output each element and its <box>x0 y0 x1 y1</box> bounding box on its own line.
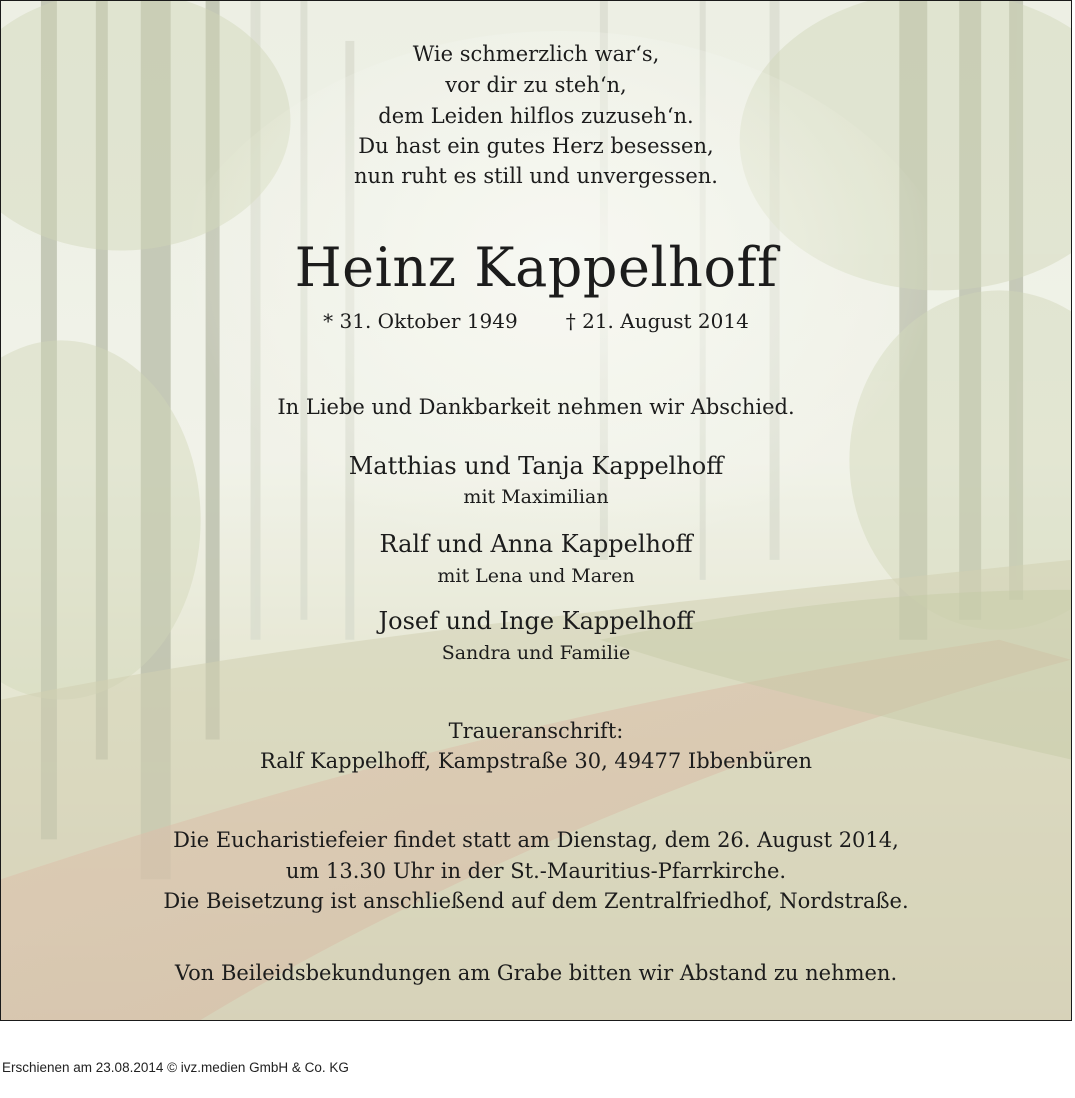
condolence-note: Von Beileidsbekundungen am Grabe bitten wir Abstand zu nehmen. <box>174 961 898 985</box>
mourner-names: Ralf und Anna Kappelhoff <box>379 530 693 558</box>
deceased-name: Heinz Kappelhoff <box>294 236 778 299</box>
poem-line: Wie schmerzlich war‘s, <box>412 42 660 66</box>
service-line: um 13.30 Uhr in der St.-Mauritius-Pfarrkirche. <box>285 859 787 883</box>
poem-line: nun ruht es still und unvergessen. <box>354 164 718 188</box>
mourner-with: mit Lena und Maren <box>437 565 635 587</box>
birth-date: * 31. Oktober 1949 <box>323 309 518 333</box>
notice-content <box>1 1 1071 1020</box>
service-line: Die Eucharistiefeier findet statt am Dienstag, dem 26. August 2014, <box>173 828 899 852</box>
address-label: Traueranschrift: <box>448 719 624 743</box>
address-value: Ralf Kappelhoff, Kampstraße 30, 49477 Ibbenbüren <box>259 749 813 773</box>
service-line: Die Beisetzung ist anschließend auf dem Zentralfriedhof, Nordstraße. <box>163 889 909 913</box>
publication-footer: Erschienen am 23.08.2014 © ivz.medien GmbH & Co. KG <box>2 1060 349 1075</box>
mourner-with: Sandra und Familie <box>441 642 631 664</box>
mourner-names: Matthias und Tanja Kappelhoff <box>348 452 724 480</box>
mourner-names: Josef und Inge Kappelhoff <box>378 607 694 635</box>
life-dates <box>1 308 1071 334</box>
farewell-text: In Liebe und Dankbarkeit nehmen wir Abschied. <box>277 395 795 419</box>
poem-line: Du hast ein gutes Herz besessen, <box>358 134 714 158</box>
mourner-with: mit Maximilian <box>463 486 609 508</box>
death-date: † 21. August 2014 <box>565 309 749 333</box>
poem-line: dem Leiden hilflos zuzuseh‘n. <box>378 104 694 128</box>
poem-line: vor dir zu steh‘n, <box>445 73 627 97</box>
